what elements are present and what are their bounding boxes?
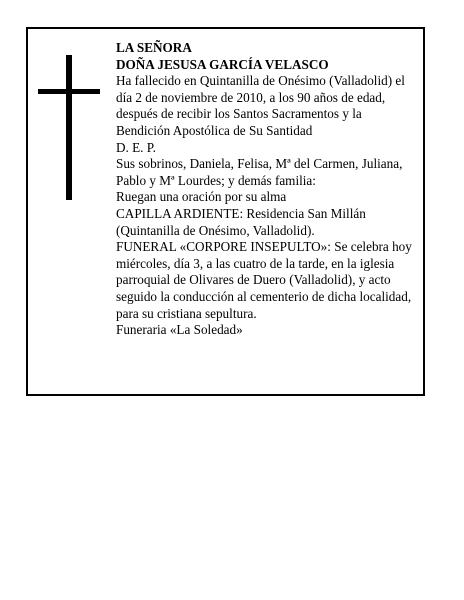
funeral-line: FUNERAL «CORPORE INSEPULTO»: Se celebra hoy [116,239,412,255]
body-line: miércoles, día 3, a las cuatro de la tarde, en la iglesia [116,255,395,271]
obituary-text [116,40,420,339]
body-line: Bendición Apostólica de Su Santidad [116,122,313,138]
body-line: parroquial de Olivares de Duero (Valladolid), y acto [116,272,391,288]
chapel-line: CAPILLA ARDIENTE: Residencia San Millán [116,205,366,221]
body-line: Pablo y Mª Lourdes; y demás familia: [116,172,316,188]
body-line: (Quintanilla de Onésimo, Valladolid). [116,222,315,238]
body-line: Ha fallecido en Quintanilla de Onésimo (Valladolid) el [116,73,405,89]
body-line: día 2 de noviembre de 2010, a los 90 años de edad, [116,89,386,105]
cross-icon [38,55,102,200]
rip-line: D. E. P. [116,139,156,155]
cross-horizontal-bar [38,89,100,94]
body-line: seguido la conducción al cementerio de dicha localidad, [116,288,412,304]
body-line: después de recibir los Santos Sacramentos y la [116,106,362,122]
body-line: para su cristiana sepultura. [116,305,257,321]
body-line: Ruegan una oración por su alma [116,189,287,205]
obituary-notice [26,27,425,396]
deceased-name: DOÑA JESUSA GARCÍA VELASCO [116,56,329,72]
body-line: Sus sobrinos, Daniela, Felisa, Mª del Carmen, Juliana, [116,156,403,172]
cross-vertical-bar [66,55,72,200]
heading-title: LA SEÑORA [116,40,192,55]
funeral-home-line: Funeraria «La Soledad» [116,322,243,338]
